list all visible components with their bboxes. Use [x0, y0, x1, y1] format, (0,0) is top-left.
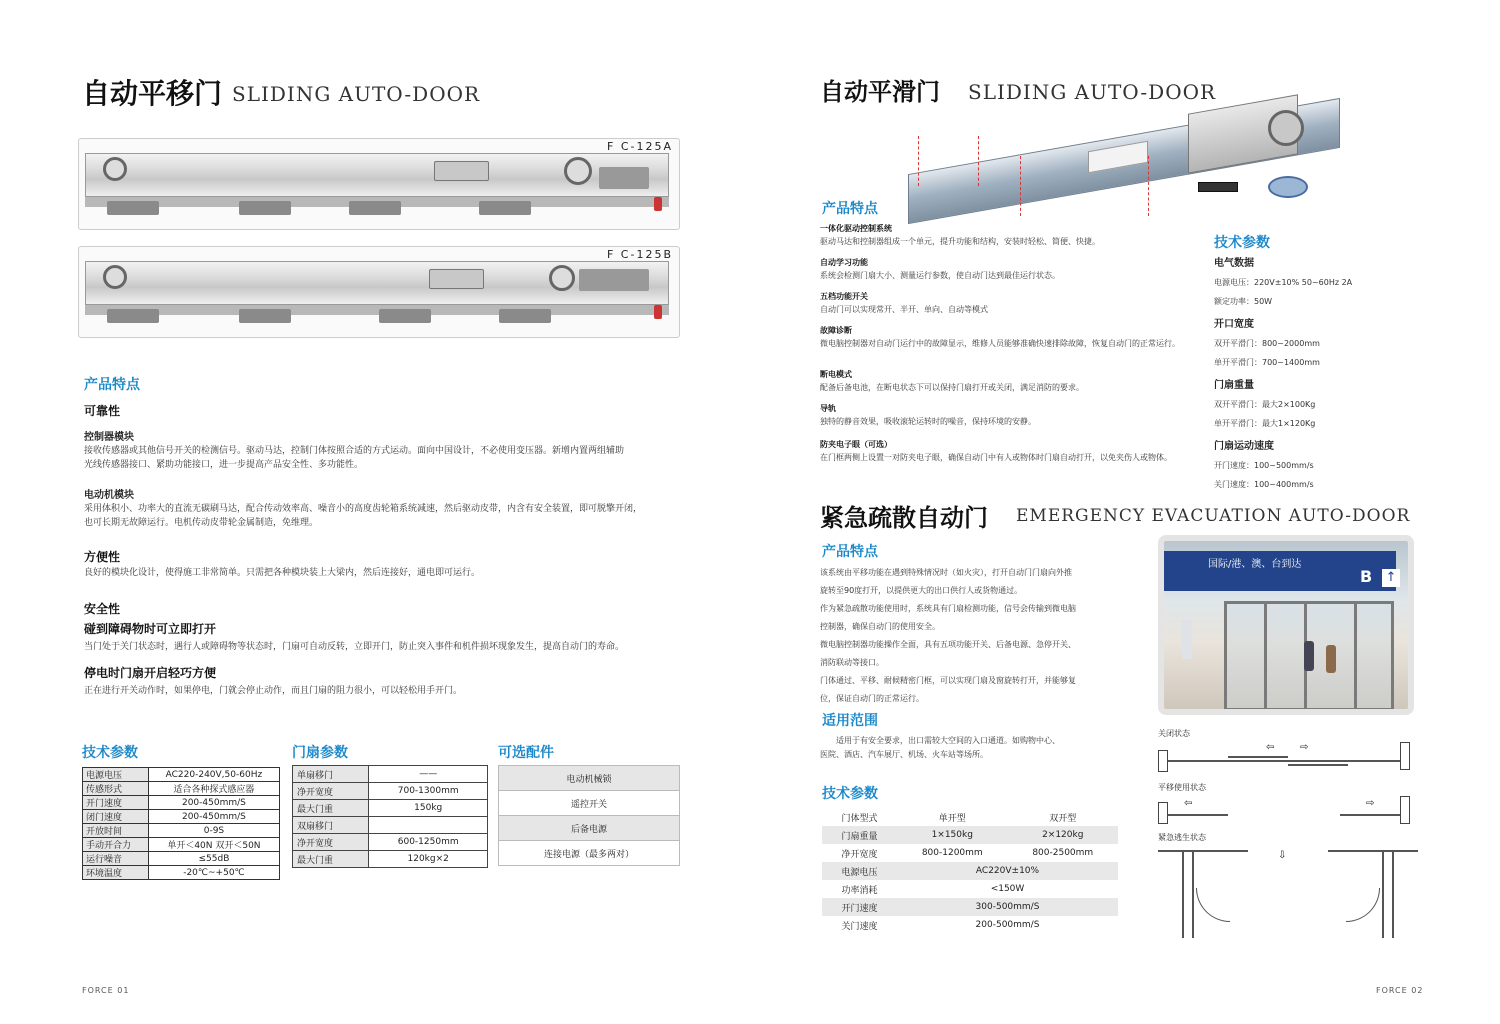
leaf-heading: 门扇参数 — [292, 745, 348, 761]
right-title-en: SLIDING AUTO-DOOR — [968, 80, 1217, 104]
product-b-image — [78, 246, 680, 338]
em-params-table — [822, 808, 1118, 934]
table-row: 开门速度 300-500mm/S — [822, 898, 1118, 916]
state-closed-label: 关闭状态 — [1158, 729, 1190, 738]
motor-title: 电动机模块 — [84, 490, 134, 501]
left-features-heading: 产品特点 — [84, 377, 140, 393]
state-diagrams — [1158, 728, 1418, 948]
arrow-left-icon: ⇦ — [1184, 798, 1193, 809]
table-row: 遥控开关 — [499, 791, 680, 816]
list-item: 自动学习功能 系统会检测门扇大小、测量运行参数，使自动门达到最佳运行状态。 — [820, 258, 1060, 280]
table-row: 最大门重 150kg — [293, 800, 488, 817]
table-row: 电动机械锁 — [499, 766, 680, 791]
table-row: 双扇移门 — [293, 817, 488, 834]
table-row: 功率消耗 <150W — [841, 884, 1025, 896]
arrow-left-icon: ⇦ — [1266, 742, 1275, 753]
em-text: 该系统由平移功能在遇到特殊情况时（如火灾），打开自动门门扇向外推 旋转至90度打开，以提供更大的出口供行人或货物通过。 作为紧急疏散功能使用时，系统具有门扇检测功能，信号会传输到微电脑 控制器，确保自动门的使用安全。 微电脑控制器功能操作全面，具有五项功能开关、后备电源、急停开关、 消防联动等接口。 门体通过、平移、耐候精密门框，可以实现门扇及窗旋转打开，并能够复 位，保证自动门的正常运行。 — [820, 568, 1076, 703]
table-row: 连接电源（最多两对） — [499, 841, 680, 866]
options-heading: 可选配件 — [498, 745, 554, 761]
list-item: 故障诊断 微电脑控制器对自动门运行中的故障显示，维修人员能够准确快速排除故障，恢复自动门的正常运行。 — [820, 326, 1180, 348]
safety-sub1: 碰到障碍物时可立即打开 — [84, 622, 217, 636]
list-item: 五档功能开关 自动门可以实现常开、半开、单向、自动等模式 — [820, 292, 988, 314]
table-row: 单扇移门 —— — [293, 766, 488, 783]
tech-table — [82, 767, 280, 880]
table-row: 闭门速度 200-450mm/S — [83, 810, 280, 824]
table-row: 后备电源 — [499, 816, 680, 841]
controller-title: 控制器模块 — [84, 432, 134, 443]
table-row: 手动开合力 单开＜40N 双开＜50N — [83, 838, 280, 852]
list-item: 导轨 独特的静音效果，吸收滚轮运转时的噪音，保持环境的安静。 — [820, 404, 1036, 426]
right-title-cn: 自动平滑门 — [820, 78, 940, 106]
motor-text-1: 采用体积小、功率大的直流无碳刷马达，配合传动效率高、噪音小的高度齿轮箱系统减速，然后驱动皮带，内含有安全装置，即可脱擎开闭， — [84, 504, 643, 514]
table-row: 电源电压 AC220-240V,50-60Hz — [83, 768, 280, 782]
left-tech-heading: 技术参数 — [82, 745, 138, 761]
scope-heading: 适用范围 — [822, 713, 878, 729]
table-row: 净开宽度 600-1250mm — [293, 834, 488, 851]
scope-text-2: 医院、酒店、汽车展厅、机场、火车站等场所。 — [820, 750, 988, 759]
table-row: 最大门重 120kg×2 — [293, 851, 488, 868]
safety-text1: 当门处于关门状态时，遇行人或障碍物等状态时，门扇可自动反转，立即开门，防止突入事件和机件损坏现象发生，提高自动门的寿命。 — [84, 642, 625, 652]
state-slide-label: 平移使用状态 — [1158, 783, 1206, 792]
photo-sign-letter: B — [1360, 567, 1373, 586]
safety-heading: 安全性 — [84, 602, 121, 616]
controller-text-2: 光线传感器接口、紧助功能接口，进一步提高产品安全性、多功能性。 — [84, 460, 364, 470]
product-a-label: F C-125A — [607, 140, 673, 153]
right-features-heading: 产品特点 — [822, 201, 878, 217]
left-title-cn: 自动平移门 — [82, 77, 223, 110]
params-list: 电气数据 电源电压：220V±10% 50~60Hz 2A 额定功率：50W 开口宽度 双开平滑门：800~2000mm 单开平滑门：700~1400mm 门扇重量 双开平滑门：最大2×100Kg 单开平滑门：最大1×120Kg 门扇运动速度 开门速度：100~500mm/s 关门速度：100~400mm/s — [1214, 258, 1353, 489]
emergency-title-en: EMERGENCY EVACUATION AUTO-DOOR — [1016, 506, 1411, 526]
table-row: 传感形式 适合各种探式感应器 — [83, 782, 280, 796]
safety-text2: 正在进行开关动作时，如果停电，门就会停止动作，而且门扇的阻力很小，可以轻松用手开门。 — [84, 686, 463, 696]
product-b-label: F C-125B — [606, 248, 673, 261]
motor-text-2: 也可长期无故障运行。电机传动皮带轮金属制造，免维理。 — [84, 518, 319, 528]
table-row: 环境温度 -20℃~+50℃ — [83, 866, 280, 880]
left-footer: FORCE 01 — [82, 986, 130, 995]
reliability-heading: 可靠性 — [84, 404, 121, 418]
state-escape-label: 紧急逃生状态 — [1158, 833, 1206, 842]
em-features-heading: 产品特点 — [822, 544, 878, 560]
options-table — [498, 765, 680, 866]
photo-sign-text: 国际/港、澳、台到达 — [1208, 559, 1302, 570]
table-row: 关门速度 200-500mm/S — [841, 920, 1040, 932]
controller-text-1: 接收传感器或其他信号开关的检测信号。驱动马达，控制门体按照合适的方式运动。面向中国设计，不必使用变压器。新增内置两组辅助 — [84, 446, 625, 456]
list-item: 一体化驱动控制系统 驱动马达和控制器组成一个单元，提升功能和结构，安装时轻松、简便、快捷。 — [820, 224, 1100, 246]
params-heading: 技术参数 — [1214, 235, 1270, 251]
table-row: 门体型式 单开型 双开型 — [841, 813, 1077, 824]
table-row: 净开宽度 800-1200mm 800-2500mm — [841, 848, 1094, 860]
leaf-table — [292, 765, 488, 868]
product-a-image — [78, 138, 680, 230]
convenience-text: 良好的模块化设计，使得施工非常简单。只需把各种模块装上大梁内，然后连接好，通电即可运行。 — [84, 568, 481, 578]
em-params-heading: 技术参数 — [822, 786, 878, 802]
table-row: 开门速度 200-450mm/S — [83, 796, 280, 810]
table-row: 电源电压 AC220V±10% — [822, 862, 1118, 880]
door-photo — [1158, 535, 1414, 715]
arrow-right-icon: ⇨ — [1366, 798, 1375, 809]
table-row: 运行噪音 ≤55dB — [83, 852, 280, 866]
operator-illustration — [908, 96, 1346, 226]
arrow-right-icon: ⇨ — [1300, 742, 1309, 753]
right-footer: FORCE 02 — [1376, 986, 1424, 995]
safety-sub2: 停电时门扇开启轻巧方便 — [84, 666, 217, 680]
list-item: 防夹电子眼（可选） 在门框两侧上设置一对防夹电子眼，确保自动门中有人或物体时门扇自动打开，以免夹伤人或物体。 — [820, 440, 1172, 462]
feature-list — [820, 222, 1190, 472]
table-row: 净开宽度 700-1300mm — [293, 783, 488, 800]
table-row: 门扇重量 1×150kg 2×120kg — [822, 826, 1118, 844]
convenience-heading: 方便性 — [84, 550, 121, 564]
list-item: 断电模式 配备后备电池，在断电状态下可以保持门扇打开或关闭，满足消防的要求。 — [820, 370, 1084, 392]
emergency-title-cn: 紧急疏散自动门 — [820, 504, 988, 532]
left-title-en: SLIDING AUTO-DOOR — [232, 82, 481, 106]
table-row: 开放时间 0-9S — [83, 824, 280, 838]
arrow-up-icon: ↑ — [1382, 569, 1400, 587]
scope-text-1: 适用于有安全要求，出口需较大空间的入口通道。如购物中心、 — [836, 736, 1060, 745]
arrow-down-icon: ⇩ — [1278, 850, 1287, 861]
